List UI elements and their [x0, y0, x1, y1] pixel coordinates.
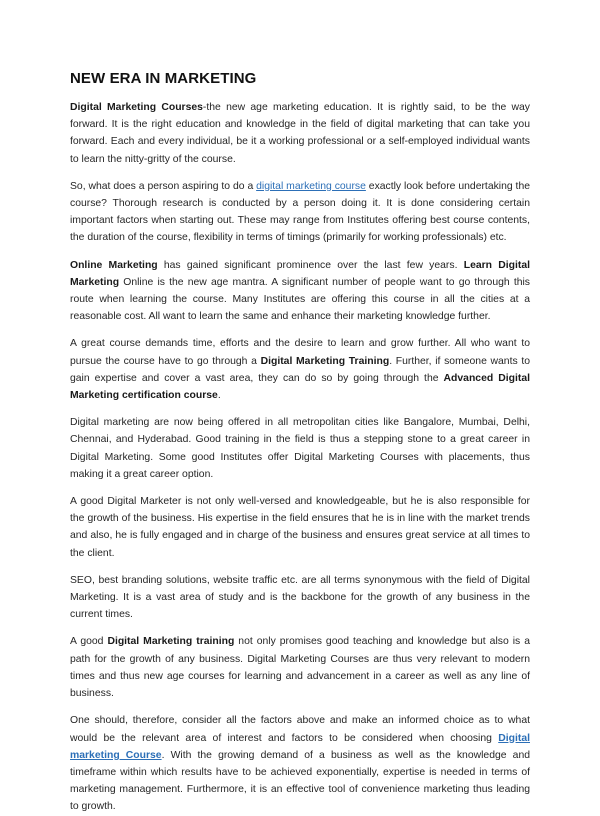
bold-phrase: Digital Marketing training: [107, 636, 235, 648]
paragraph-text: .: [217, 390, 221, 402]
paragraph-text: . With the growing demand of a business as well as the knowledge and timeframe within which results have to be achieved exponentially, expertise is needed in terms of marketing management. Furthermore, it is an effective tool of convenience marketing thus leading to growth.: [70, 749, 530, 813]
bold-phrase: Digital Marketing Courses: [70, 102, 203, 113]
bold-phrase: Online Marketing: [70, 259, 158, 271]
paragraph-text: has gained significant prominence over the last few years.: [157, 259, 464, 271]
paragraph-3: [70, 257, 530, 326]
paragraph-text: Online is the new age mantra. A significant number of people want to go through this route when learning the course. Many Institutes are offering this course in all the cities at a reasonable cost. All want to learn the same and enhance their marketing knowledge further.: [70, 276, 530, 323]
paragraph-1: [70, 99, 530, 168]
paragraph-5: Digital marketing are now being offered in all metropolitan cities like Bangalore, Mumbai, Delhi, Chennai, and Hyderabad. Good training in the field is thus a stepping stone to a great career in Digital Marketing. Some good Institutes offer Digital Marketing Courses with placements, thus making it a great career option.: [70, 417, 530, 480]
paragraph-6: A good Digital Marketer is not only well-versed and knowledgeable, but he is also responsible for the growth of the business. His expertise in the field ensures that he is in line with the market trends and also, he is fully engaged and in charge of the business and ensures great service at all times to the client.: [70, 496, 530, 559]
paragraph-text: exactly look before undertaking the course? Thorough research is conducted by a person doing it. It is done considering certain important factors when starting out. These may range from Institutes offering best course contents, the duration of the course, flexibility in terms of timings (primarily for working professionals) etc.: [70, 180, 531, 244]
paragraph-text: So, what does a person aspiring to do a: [70, 180, 257, 192]
paragraph-9: [70, 712, 530, 815]
paragraph-text: -the new age marketing education. It is rightly said, to be the way forward. It is the right education and knowledge in the field of digital marketing that can take you forward. Each and every individual, be it a working professional or a self-employed individual wants to learn the nitty-gritty of the course.: [70, 102, 530, 165]
bold-phrase: Digital Marketing Training: [260, 355, 390, 367]
paragraph-2: [70, 178, 530, 247]
paragraph-7: SEO, best branding solutions, website traffic etc. are all terms synonymous with the field of Digital Marketing. It is a vast area of study and is the backbone for the growth of any business in the current times.: [70, 574, 530, 621]
paragraph-text: A great course demands time, efforts and the desire to learn and grow further. All who want to pursue the course have to go through a: [70, 338, 530, 367]
paragraph-8: [70, 633, 530, 702]
bold-phrase: Advanced Digital Marketing certification course: [70, 372, 530, 402]
page-title: NEW ERA IN MARKETING: [70, 70, 257, 87]
bold-phrase: Learn Digital Marketing: [70, 259, 530, 288]
paragraph-text: . Further, if someone wants to gain expertise and cover a vast area, they can do so by going through the: [70, 355, 531, 384]
digital-marketing-course-link[interactable]: digital marketing course: [256, 180, 366, 192]
paragraph-text: A good: [70, 636, 108, 648]
paragraph-text: One should, therefore, consider all the factors above and make an informed choice as to what would be the relevant area of interest and factors to be considered when choosing: [70, 715, 530, 744]
digital-marketing-course-link-bold[interactable]: Digital marketing Course: [70, 732, 530, 761]
paragraph-4: [70, 335, 530, 404]
paragraph-text: not only promises good teaching and knowledge but also is a path for the growth of any business. Digital Marketing Courses are thus very relevant to modern times and thus new age courses for learning and advancement in a career as well as any line of business.: [70, 636, 530, 700]
